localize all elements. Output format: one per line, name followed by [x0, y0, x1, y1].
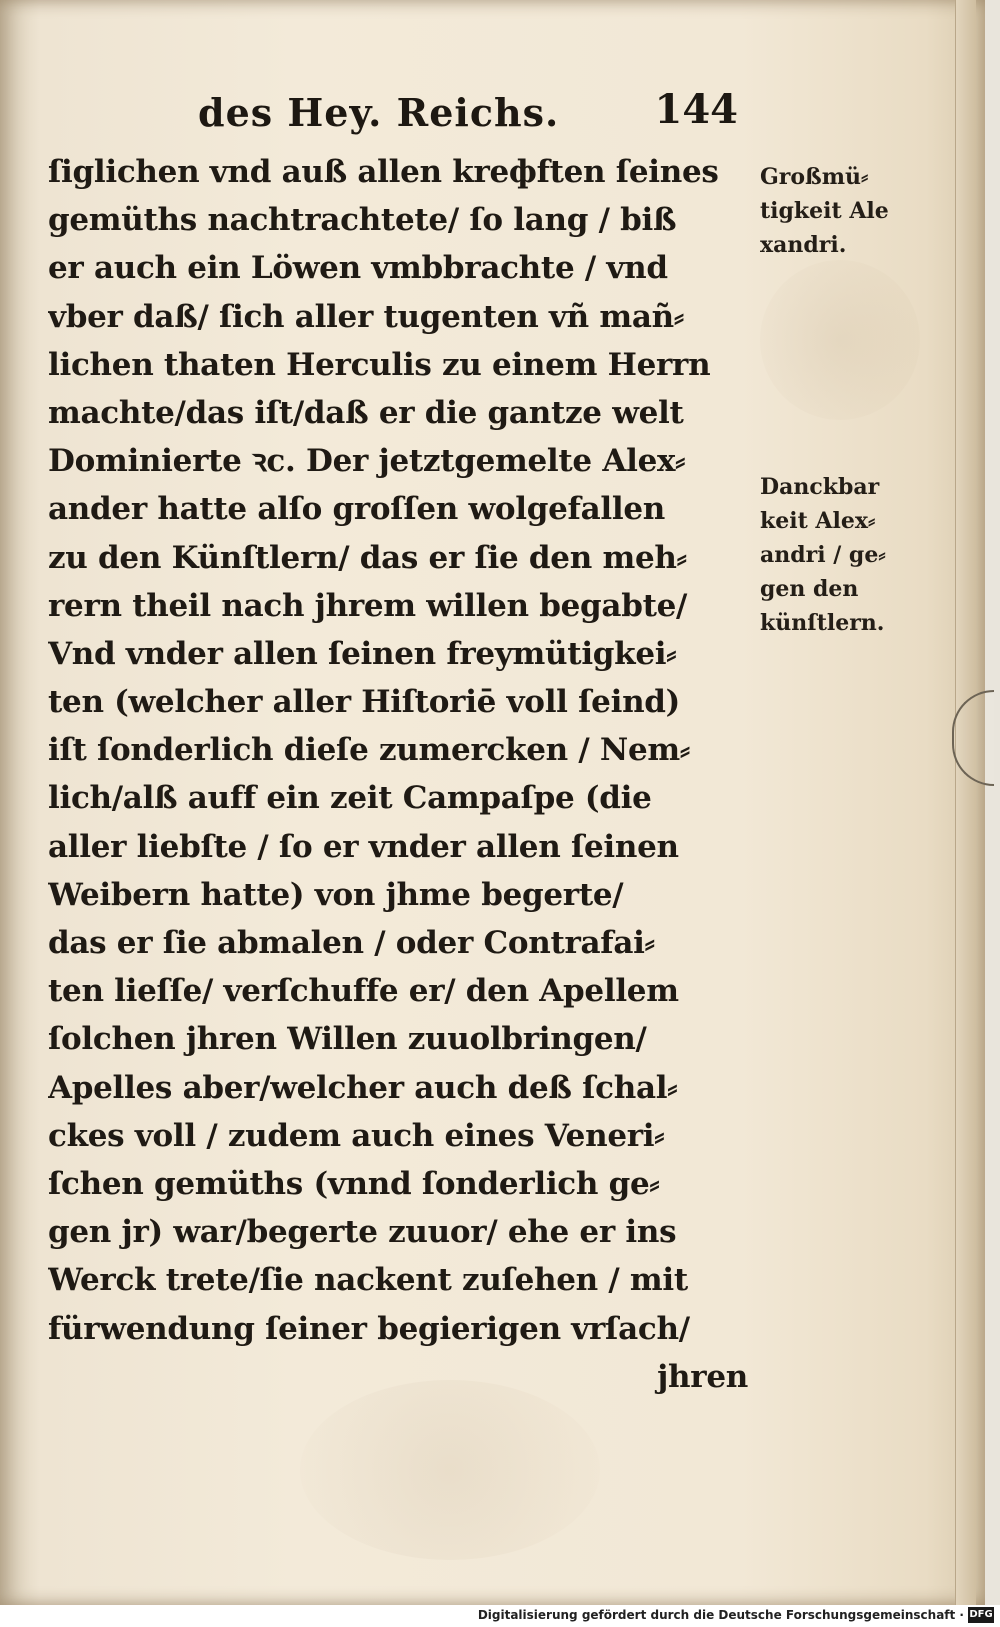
- marginal-note-line: tigkeit Ale: [760, 198, 889, 224]
- text-line: ten (welcher aller Hiſtoriē voll ſeind): [48, 684, 681, 721]
- text-line: ſiglichen vnd auß allen kreфften ſeines: [48, 154, 719, 190]
- text-line: er auch ein Löwen vmbbrachte / vnd: [48, 250, 668, 287]
- funding-credit: Digitalisierung gefördert durch die Deutsche Forschungsgemeinschaft ·: [477, 1608, 964, 1622]
- text-line: Weibern hatte) von jhme begerte/: [48, 876, 624, 913]
- text-line: Vnd vnder allen ſeinen freymütigkei⸗: [48, 635, 677, 672]
- page-number: 144: [654, 86, 738, 133]
- marginal-note-line: keit Alex⸗: [760, 508, 876, 534]
- text-line: Werck trete/ſie nackent zuſehen / mit: [48, 1262, 688, 1299]
- marginal-note-line: Großmü⸗: [760, 164, 869, 190]
- marginal-note: [760, 470, 910, 640]
- marginal-note: [760, 160, 910, 262]
- text-line: iſt ſonderlich dieſe zumercken / Nem⸗: [48, 732, 690, 769]
- text-line: ckes voll / zudem auch eines Veneri⸗: [48, 1117, 665, 1154]
- text-line: aller liebſte / ſo er vnder allen ſeinen: [48, 828, 679, 865]
- text-line: ander hatte alſo groſſen wolgefallen: [48, 491, 665, 528]
- page-header: [198, 82, 738, 152]
- text-line: das er ſie abmalen / oder Contrafai⸗: [48, 925, 655, 961]
- marginal-note-line: gen den: [760, 576, 859, 602]
- page-edge: [955, 0, 976, 1605]
- text-line: jhren: [657, 1358, 748, 1395]
- text-line: fürwendung ſeiner begierigen vrſach/: [48, 1310, 690, 1347]
- footer-bar: [0, 1605, 1000, 1627]
- body-text: [48, 148, 748, 1401]
- paper-stain: [760, 260, 920, 420]
- text-line: ten lieſſe/ verſchuffe er/ den Apellem: [48, 973, 679, 1010]
- dfg-logo: DFG: [968, 1607, 994, 1623]
- text-line: lichen thaten Herculis zu einem Herrn: [48, 346, 711, 383]
- text-line: machte/das iſt/daß er die gantze welt: [48, 394, 684, 431]
- marginal-note-line: Danckbar: [760, 474, 880, 500]
- text-line: gemüths nachtrachtete/ ſo lang / biß: [48, 202, 677, 239]
- running-title: des Hey. Reichs.: [198, 90, 560, 135]
- text-line: zu den Künſtlern/ das er ſie den meh⸗: [48, 539, 687, 576]
- marginal-note-line: andri / ge⸗: [760, 542, 886, 568]
- text-line: vber daß/ ſich aller tugenten vñ mañ⸗: [48, 298, 684, 335]
- text-line: ſolchen jhren Willen zuuolbringen/: [48, 1021, 647, 1058]
- paper-stain: [300, 1380, 600, 1560]
- text-line: rern theil nach jhrem willen begabte/: [48, 587, 688, 624]
- text-line: ſchen gemüths (vnnd ſonderlich ge⸗: [48, 1165, 660, 1202]
- text-line: Apelles aber/welcher auch deß ſchal⸗: [48, 1069, 678, 1106]
- text-line: gen jr) war/begerte zuuor/ ehe er ins: [48, 1214, 677, 1251]
- marginal-note-line: xandri.: [760, 232, 847, 258]
- text-line: Dominierte ꝛc. Der jetztgemelte Alex⸗: [48, 443, 686, 480]
- marginal-note-line: künſtlern.: [760, 610, 885, 636]
- text-line: lich/alß auff ein zeit Campaſpe (die: [48, 780, 652, 817]
